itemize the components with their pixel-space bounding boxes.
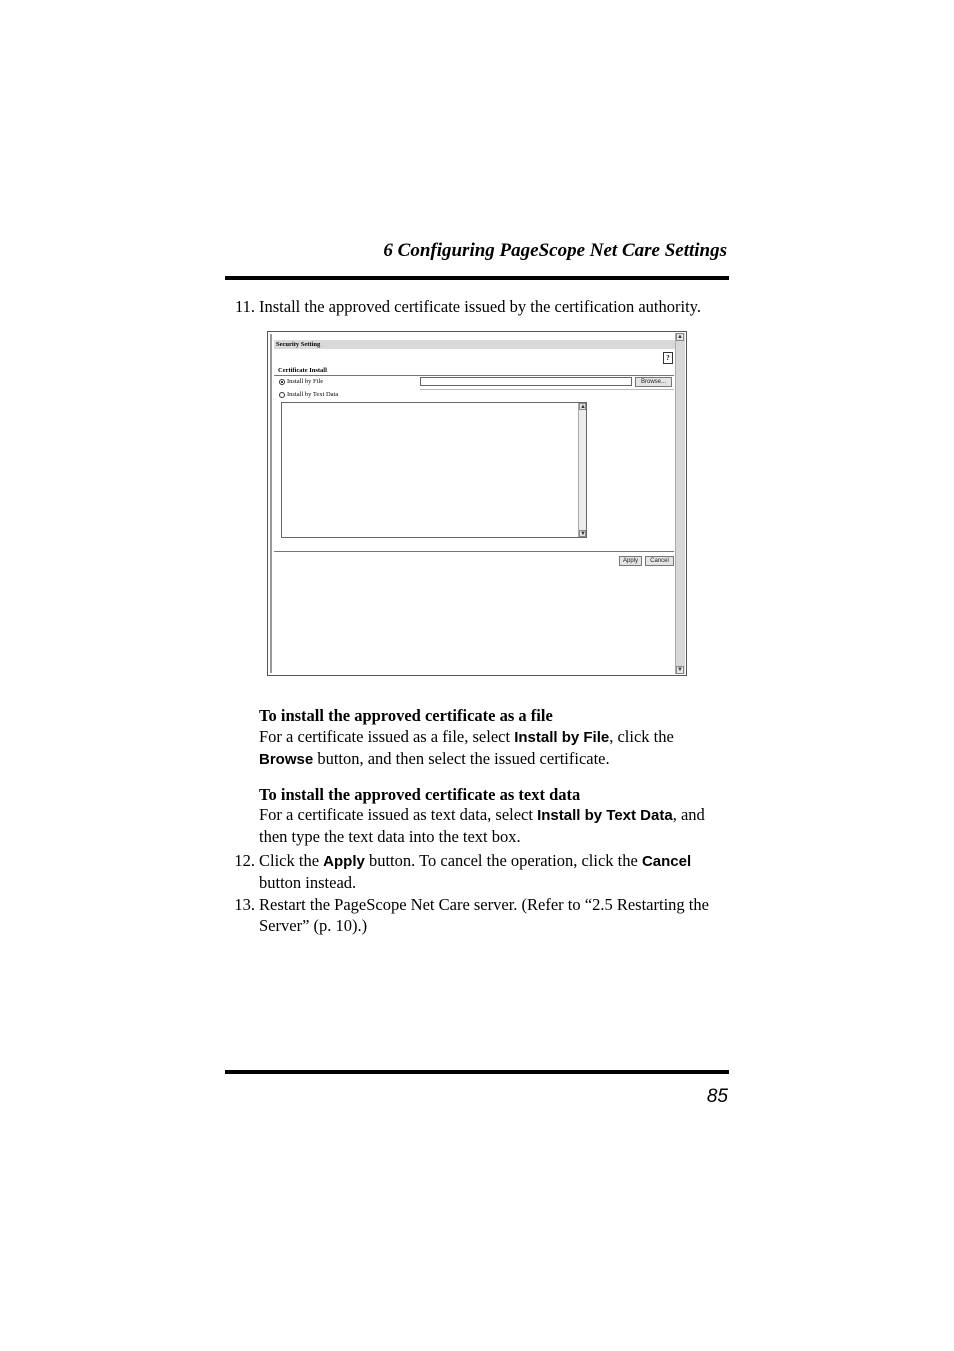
- text-area-scrollbar[interactable]: [578, 403, 586, 537]
- page-scrollbar[interactable]: [675, 333, 685, 674]
- ui-term-apply: Apply: [323, 853, 365, 870]
- text-section-heading: To install the approved certificate as text data: [259, 785, 581, 804]
- radio-install-by-text-data[interactable]: [279, 391, 338, 398]
- divider: [274, 375, 674, 376]
- radio-install-by-text-data-label: Install by Text Data: [287, 391, 339, 398]
- scroll-up-icon[interactable]: ▲: [580, 404, 586, 410]
- frame-edge: [270, 334, 272, 673]
- security-setting-screenshot: [267, 331, 687, 676]
- scroll-up-icon[interactable]: ▲: [677, 334, 683, 340]
- text-run: For a certificate issued as text data, select: [259, 805, 538, 824]
- text-run: For a certificate issued as a file, select: [259, 727, 515, 746]
- ui-term-cancel: Cancel: [641, 853, 692, 870]
- step-11-text: Install the approved certificate issued by the certification authority.: [259, 297, 701, 316]
- cancel-button[interactable]: Cancel: [645, 556, 674, 566]
- text-run: button. To cancel the operation, click the: [364, 851, 642, 870]
- file-section-text: [259, 726, 729, 770]
- browse-button[interactable]: Browse...: [635, 377, 672, 387]
- page-number: 85: [706, 1086, 728, 1107]
- step-13-text: Restart the PageScope Net Care server. (Refer to “2.5 Restarting the Server” (p. 10).): [259, 895, 709, 935]
- step-11-number: 11.: [234, 297, 255, 316]
- text-run: , and then type the text data into the text box.: [259, 805, 705, 846]
- scroll-down-icon[interactable]: ▼: [580, 531, 586, 537]
- footer-rule: [225, 1070, 729, 1074]
- divider: [274, 551, 674, 552]
- running-head: 6 Configuring PageScope Net Care Settings: [383, 240, 727, 261]
- divider: [420, 389, 674, 390]
- text-run: button instead.: [259, 873, 357, 892]
- certificate-text-area[interactable]: [281, 402, 587, 538]
- radio-install-by-file[interactable]: [279, 378, 323, 385]
- file-path-input[interactable]: [420, 377, 632, 386]
- step-13-number: 13.: [234, 895, 255, 914]
- text-run: , click the: [609, 727, 674, 746]
- ui-term-install-by-file: Install by File: [514, 729, 610, 746]
- radio-selected-icon[interactable]: [279, 379, 285, 385]
- certificate-install-title: Certificate Install: [278, 367, 327, 374]
- text-run: Click the: [259, 851, 324, 870]
- step-12-text: [259, 850, 729, 893]
- scroll-down-icon[interactable]: ▼: [677, 667, 683, 673]
- radio-install-by-file-label: Install by File: [287, 378, 324, 385]
- ui-term-install-by-text-data: Install by Text Data: [537, 807, 673, 824]
- ui-term-browse: Browse: [259, 751, 314, 768]
- help-icon[interactable]: ?: [663, 352, 673, 364]
- section-title-bar: Security Setting: [274, 340, 676, 349]
- text-section-text: [259, 804, 729, 847]
- apply-button[interactable]: Apply: [619, 556, 642, 566]
- radio-unselected-icon[interactable]: [279, 392, 285, 398]
- header-rule: [225, 276, 729, 280]
- file-section-heading: To install the approved certificate as a file: [259, 706, 553, 725]
- step-12-number: 12.: [234, 851, 255, 870]
- text-run: button, and then select the issued certificate.: [313, 749, 610, 768]
